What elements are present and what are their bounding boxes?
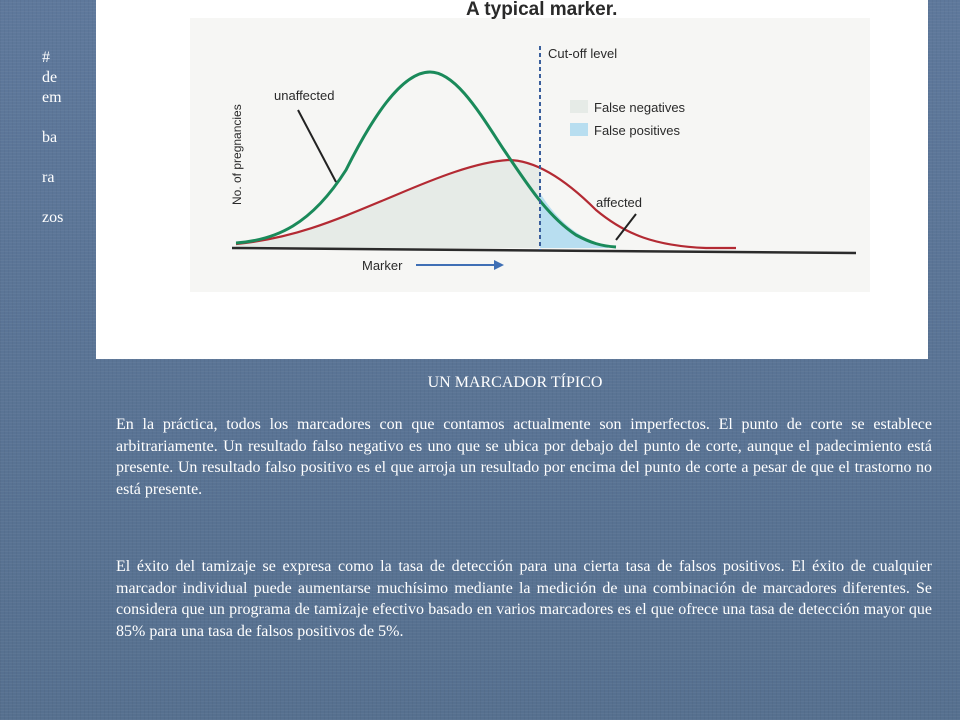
caption-paragraph-2: El éxito del tamizaje se expresa como la tasa de detección para una cierta tasa de falsos positivos. El éxito de cualquier marcador individual puede aumentarse muchísimo mediante la medición de una combinación de marcadores diferentes. Se considera que un programa de tamizaje efectivo basado en varios marcadores es el que ofrece una tasa de detección mayor que 85% para una tasa de falsos positivos de 5%. <box>116 558 932 640</box>
figure-title: A typical marker. <box>466 0 618 20</box>
caption-title: UN MARCADOR TÍPICO <box>427 374 603 391</box>
side-label-line: zos <box>42 209 64 226</box>
side-label-line: ra <box>42 169 55 186</box>
caption-paragraph-1: En la práctica, todos los marcadores con que contamos actualmente son imperfectos. El punto de corte se establece arbitrariamente. Un resultado falso negativo es uno que se ubica por debajo del punto de corte, aunque el padecimiento está presente. Un resultado falso positivo es el que arroja un resultado por encima del punto de corte a pesar de que el trastorno no está presente. <box>116 416 932 498</box>
legend-label-false-positives: False positives <box>594 123 680 138</box>
legend-label-false-negatives: False negatives <box>594 100 686 115</box>
side-label-line: ba <box>42 129 58 146</box>
legend-swatch-false-positives <box>570 123 588 136</box>
side-label-line: de <box>42 69 58 86</box>
side-label-line: em <box>42 89 62 106</box>
side-label <box>42 48 82 228</box>
affected-label: affected <box>596 195 643 210</box>
marker-diagram <box>96 0 928 359</box>
cutoff-label: Cut-off level <box>548 46 618 61</box>
unaffected-label: unaffected <box>274 88 335 103</box>
x-axis-label: Marker <box>362 258 403 273</box>
legend-swatch-false-negatives <box>570 100 588 113</box>
figure-panel <box>96 0 928 359</box>
side-label-line: # <box>42 49 50 66</box>
y-axis-label: No. of pregnancies <box>230 104 244 205</box>
